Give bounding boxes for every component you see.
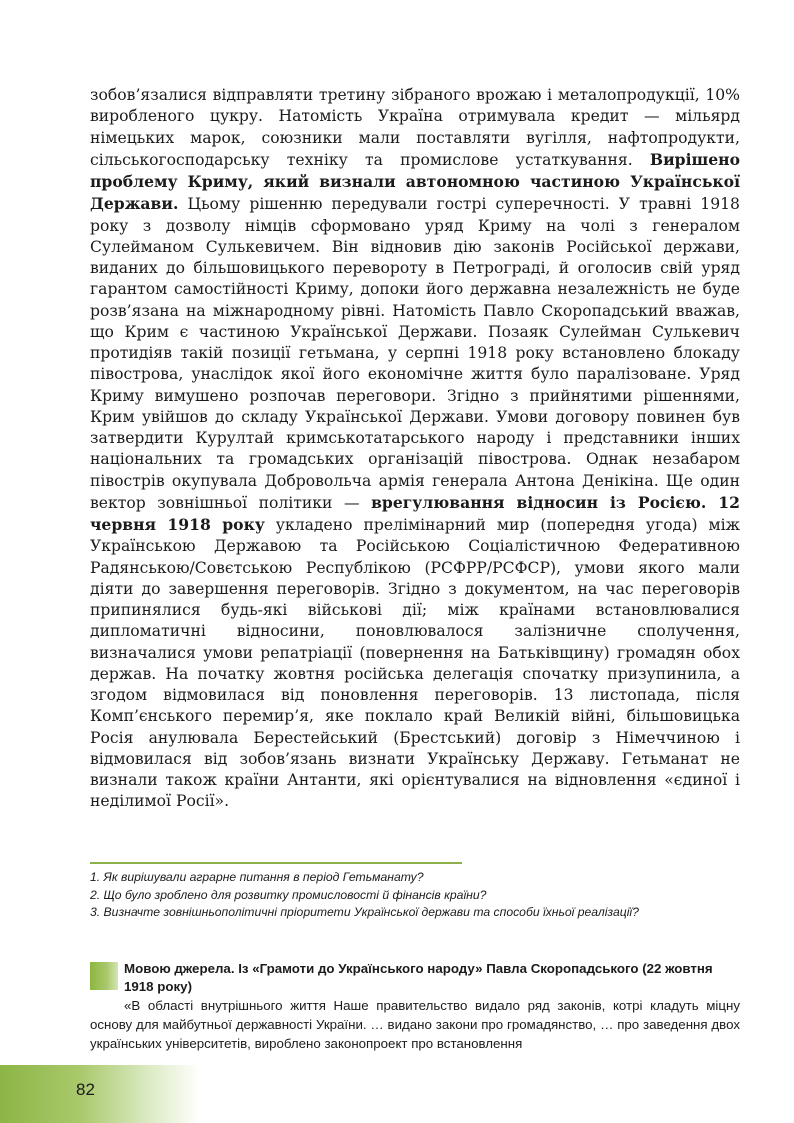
source-quote: «В області внутрішнього життя Наше правительство видало ряд законів, котрі кладуть міцну основу для майбутньої державності України. … видано закони про громадянство, … про заведення двох українських університетів, вироблено законопроект про встановлення [90,998,740,1051]
body-text-3: укладено прелімінарний мир (попередня угода) між Українською Державою та Російською Соціалістичною Федеративною Радянською/Совєтською Республікою (РСФРР/РСФСР), умови якого мали діяти до завершення переговорів. Згідно з документом, на час переговорів припинялися будь-які військові дії; між країнами встановлювалися дипломатичні відносини, поновлювалося залізничне сполучення, визначалися умови репатріації (повернення на Батьківщину) громадян обох держав. На початку жовтня російська делегація спочатку призупинила, а згодом відмовилася від поновлення переговорів. 13 листопада, після Комп’єнського перемир’я, яке поклало край Великій війні, більшовицька Росія анулювала Берестейський (Брестський) договір з Німеччиною і відмовилася від зобов’язань визнати Українську Державу. Гетьманат не визнали також країни Антанти, які орієнтувалися на відновлення «єдиної і неділимої Росії». [90,516,740,811]
question-item: 2. Що було зроблено для розвитку промисловості й фінансів країни? [90,887,487,902]
body-text-1: зобов’язалися відправляти третину зібраного врожаю і металопродукції, 10% виробленого цукру. Натомість Україна отримувала кредит — мільярд німецьких марок, союзники мали поставляти вугілля, нафтопродукти, сільськогосподарську техніку та промислове устаткування. [90,86,740,169]
page-number-band [0,1065,200,1123]
questions-list [90,869,740,922]
question-item: 1. Як вирішували аграрне питання в період Гетьманату? [90,870,424,884]
questions-divider [90,862,462,864]
body-bold-2: врегулювання відносин із Росією. 12 червня 1918 року [90,492,740,534]
main-text [90,85,740,813]
source-marker-icon [90,962,118,990]
question-item: 3. Визначте зовнішньополітичні пріоритети Української держави та способи їхньої реалізації? [90,905,639,919]
source-title: Мовою джерела. Із «Грамоти до Українського народу» Павла Скоропадського (22 жовтня 1918 року) [124,961,713,994]
page-number: 82 [76,1080,95,1099]
body-text-2: Цьому рішенню передували гострі суперечності. У травні 1918 року з дозволу німців сформовано уряд Криму на чолі з генералом Сулейманом Сулькевичем. Він відновив дію законів Російської держави, виданих до більшовицького перевороту в Петрограді, й оголосив свій уряд гарантом самостійності Криму, допоки його державна незалежність не буде розв’язана на міжнародному рівні. Натомість Павло Скоропадський вважав, що Крим є частиною Української Держави. Позаяк Сулейман Сулькевич протидіяв такій позиції гетьмана, у серпні 1918 року встановлено блокаду півострова, унаслідок якої його економічне життя було паралізоване. Уряд Криму вимушено розпочав переговори. Згідно з прийнятими рішеннями, Крим увійшов до складу Української Держави. Умови договору повинен був затвердити Курултай кримськотатарського народу і представники інших національних та громадських організацій півострова. Однак незабаром півострів окупувала Добровольча армія генерала Антона Денікіна. Ще один вектор зовнішньої політики — [90,195,740,512]
body-bold-1: Вирішено проблему Криму, який визнали автономною частиною Української Держави. [90,149,740,214]
